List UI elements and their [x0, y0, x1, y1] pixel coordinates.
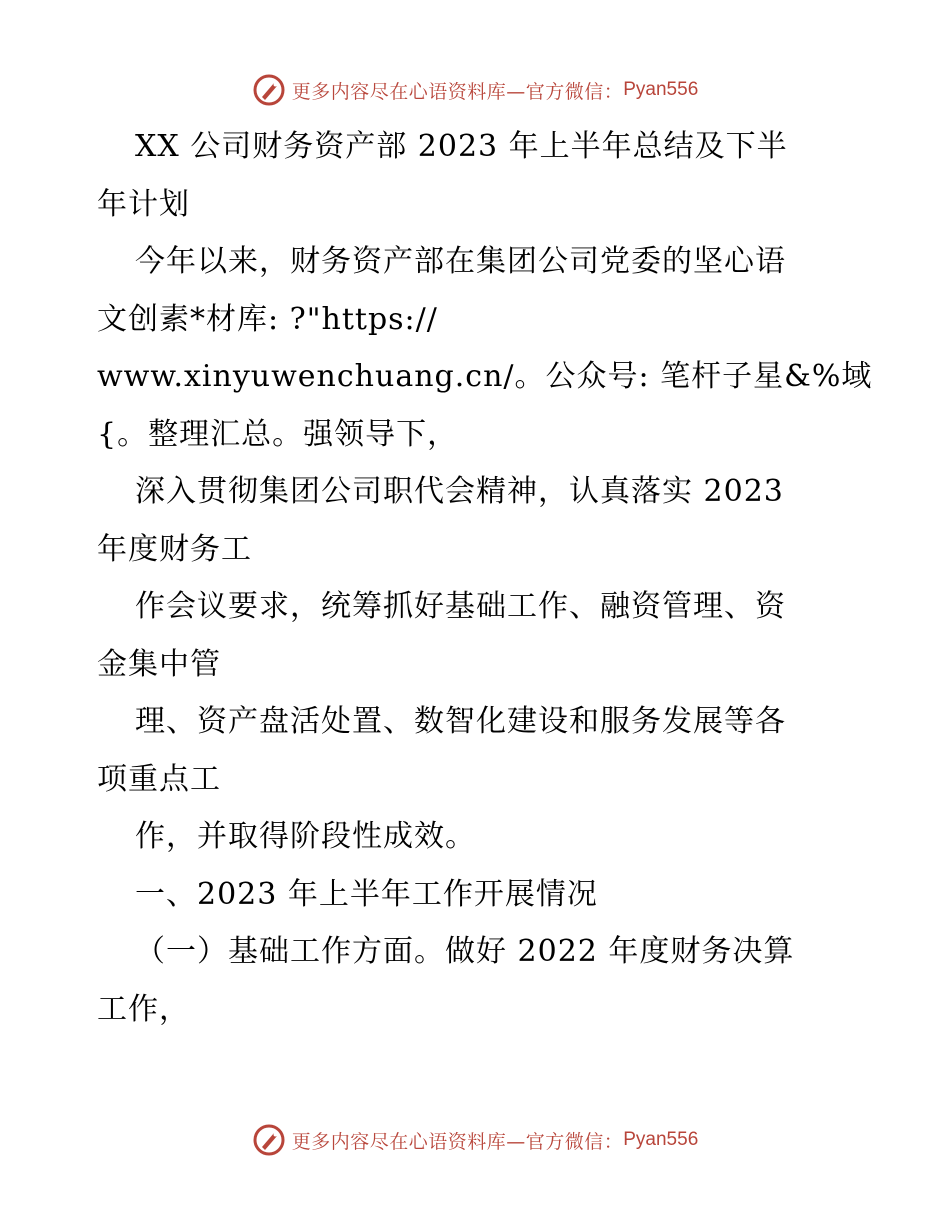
text-line [97, 636, 857, 694]
line-text: （一）基础工作方面。做好 2022 年度财务决算 [135, 934, 795, 969]
text-line [97, 693, 857, 751]
line-text: 作会议要求，统筹抓好基础工作、融资管理、资 [135, 589, 786, 624]
line-text: 今年以来，财务资产部在集团公司党委的坚心语 [135, 244, 786, 279]
text-line [97, 578, 857, 636]
text-line [97, 118, 857, 176]
line-text: 金集中管 [97, 646, 221, 682]
line-text: 一、2023 年上半年工作开展情况 [135, 876, 598, 912]
line-text: XX 公司财务资产部 2023 年上半年总结及下半 [135, 129, 788, 164]
line-text: 年度财务工 [97, 531, 252, 567]
watermark-text: 更多内容尽在心语资料库—官方微信： [291, 1130, 624, 1153]
text-line [97, 808, 857, 866]
line-text: {。整理汇总。强领导下， [97, 416, 459, 452]
document-body [97, 118, 873, 1038]
text-line [97, 233, 857, 291]
watermark-text: 更多内容尽在心语资料库—官方微信： [291, 80, 624, 103]
line-text: 理、资产盘活处置、数智化建设和服务发展等各 [135, 704, 786, 739]
watermark-wechat-id: Pyan556 [623, 79, 699, 100]
text-line [97, 348, 873, 406]
line-text: 作，并取得阶段性成效。 [135, 819, 476, 854]
text-line [97, 463, 857, 521]
line-text: 项重点工 [97, 761, 221, 797]
text-line [97, 866, 857, 924]
header-watermark [0, 70, 950, 110]
watermark-wechat-id: Pyan556 [623, 1129, 699, 1150]
line-text: 深入贯彻集团公司职代会精神，认真落实 2023 [135, 474, 784, 509]
line-text: 文创素*材库: ?"https:// [97, 301, 438, 337]
line-text: www.xinyuwenchuang.cn/。公众号: 笔杆子星&%域 [97, 359, 873, 394]
text-line [97, 751, 857, 809]
text-line [97, 923, 857, 981]
pen-nib-circle-logo [252, 1123, 286, 1157]
line-text: 年计划 [97, 186, 190, 222]
text-line [97, 406, 857, 464]
text-line [97, 521, 857, 579]
pen-nib-circle-logo [252, 73, 286, 107]
text-line [97, 981, 857, 1039]
line-text: 工作， [97, 991, 190, 1027]
text-line [97, 291, 857, 349]
text-line [97, 176, 857, 234]
footer-watermark [0, 1120, 950, 1160]
